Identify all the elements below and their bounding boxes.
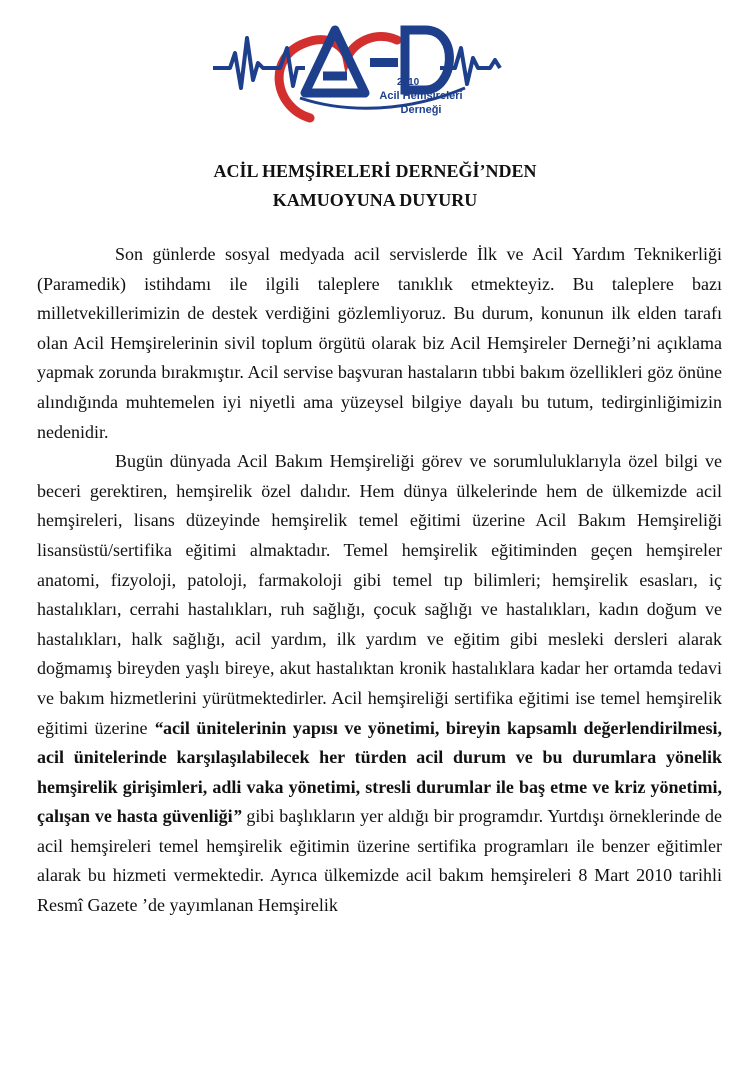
logo-year: 2010 bbox=[397, 77, 420, 88]
logo-name-line2: Derneği bbox=[400, 104, 442, 116]
title-line2: KAMUOYUNA DUYURU bbox=[272, 190, 478, 210]
logo-organization-name bbox=[366, 89, 476, 117]
paragraph-2-text-before: Bugün dünyada Acil Bakım Hemşireliği görev ve sorumluluklarıyla özel bilgi ve beceri gerektiren, hemşirelik özel dalıdır. Hem dünya ülkelerinde hem de ülkemizde acil hemşireleri, lisans düzeyinde hemşirelik temel eğitimi üzerine Acil Bakım Hemşireliği lisansüstü/sertifika eğitimi almaktadır. Temel hemşirelik eğitiminden geçen hemşireler anatomi, fizyoloji, patoloji, farmakoloji gibi temel tıp bilimleri; hemşirelik esasları, iç hastalıkları, cerrahi hastalıkları, ruh sağlığı, çocuk sağlığı ve hastalıkları, kadın doğum ve hastalıkları, halk sağlığı, acil yardım, ilk yardım ve eğitim gibi mesleki dersleri alarak doğmamış bireyden yaşlı bireye, akut hastalıktan kronik hastalıklara kadar her ortamda tedavi ve bakım hizmetlerini yürütmektedirler. Acil hemşireliği sertifika eğitimi ise temel hemşirelik eğitimi üzerine bbox=[37, 451, 722, 738]
announcement-title bbox=[0, 157, 750, 215]
paragraph-2 bbox=[37, 447, 722, 921]
paragraph-2-open-quote: “ bbox=[153, 717, 163, 738]
logo-name-line1: Acil Hemşireleri bbox=[379, 90, 463, 102]
announcement-body bbox=[37, 240, 722, 921]
paragraph-1: Son günlerde sosyal medyada acil servislerde İlk ve Acil Yardım Teknikerliği (Paramedik) istihdamı ile ilgili taleplere tanıklık etmekteyiz. Bu taleplere bazı milletvekillerimizin de destek verdiğini gözlemliyoruz. Bu durum, konunun ilk elden tarafı olan Acil Hemşirelerinin sivil toplum örgütü olarak biz Acil Hemşireler Derneği’ni açıklama yapmak zorunda bırakmıştır. Acil servise başvuran hastaların tıbbi bakım özellikleri göz önüne alındığında muhtemelen iyi niyetli ama yüzeysel bilgiye dayalı bu tutum, tedirginliğimizin nedenidir. bbox=[37, 244, 722, 442]
paragraph-2-emphasis: acil ünitelerinin yapısı ve yönetimi, bireyin kapsamlı değerlendirilmesi, acil ünitelerinde karşılaşılabilecek her türden acil durum ve bu durumlara yönelik hemşirelik girişimleri, adli vaka yönetimi, stresli durumlar ile baş etme ve kriz yönetimi, çalışan ve hasta güvenliği bbox=[37, 717, 722, 827]
paragraph-2-close-quote: ” bbox=[232, 806, 242, 827]
paragraph-2-text-after: gibi başlıkların yer aldığı bir programdır. Yurtdışı örneklerinde de acil hemşireleri temel hemşirelik eğitimin üzerine sertifika programları ile benzer eğitimler alarak bu hizmeti vermektedir. Ayrıca ülkemizde acil bakım hemşireleri 8 Mart 2010 tarihli Resmî Gazete ’de yayımlanan Hemşirelik bbox=[37, 806, 722, 916]
title-line1: ACİL HEMŞİRELERİ DERNEĞİ’NDEN bbox=[213, 161, 537, 181]
